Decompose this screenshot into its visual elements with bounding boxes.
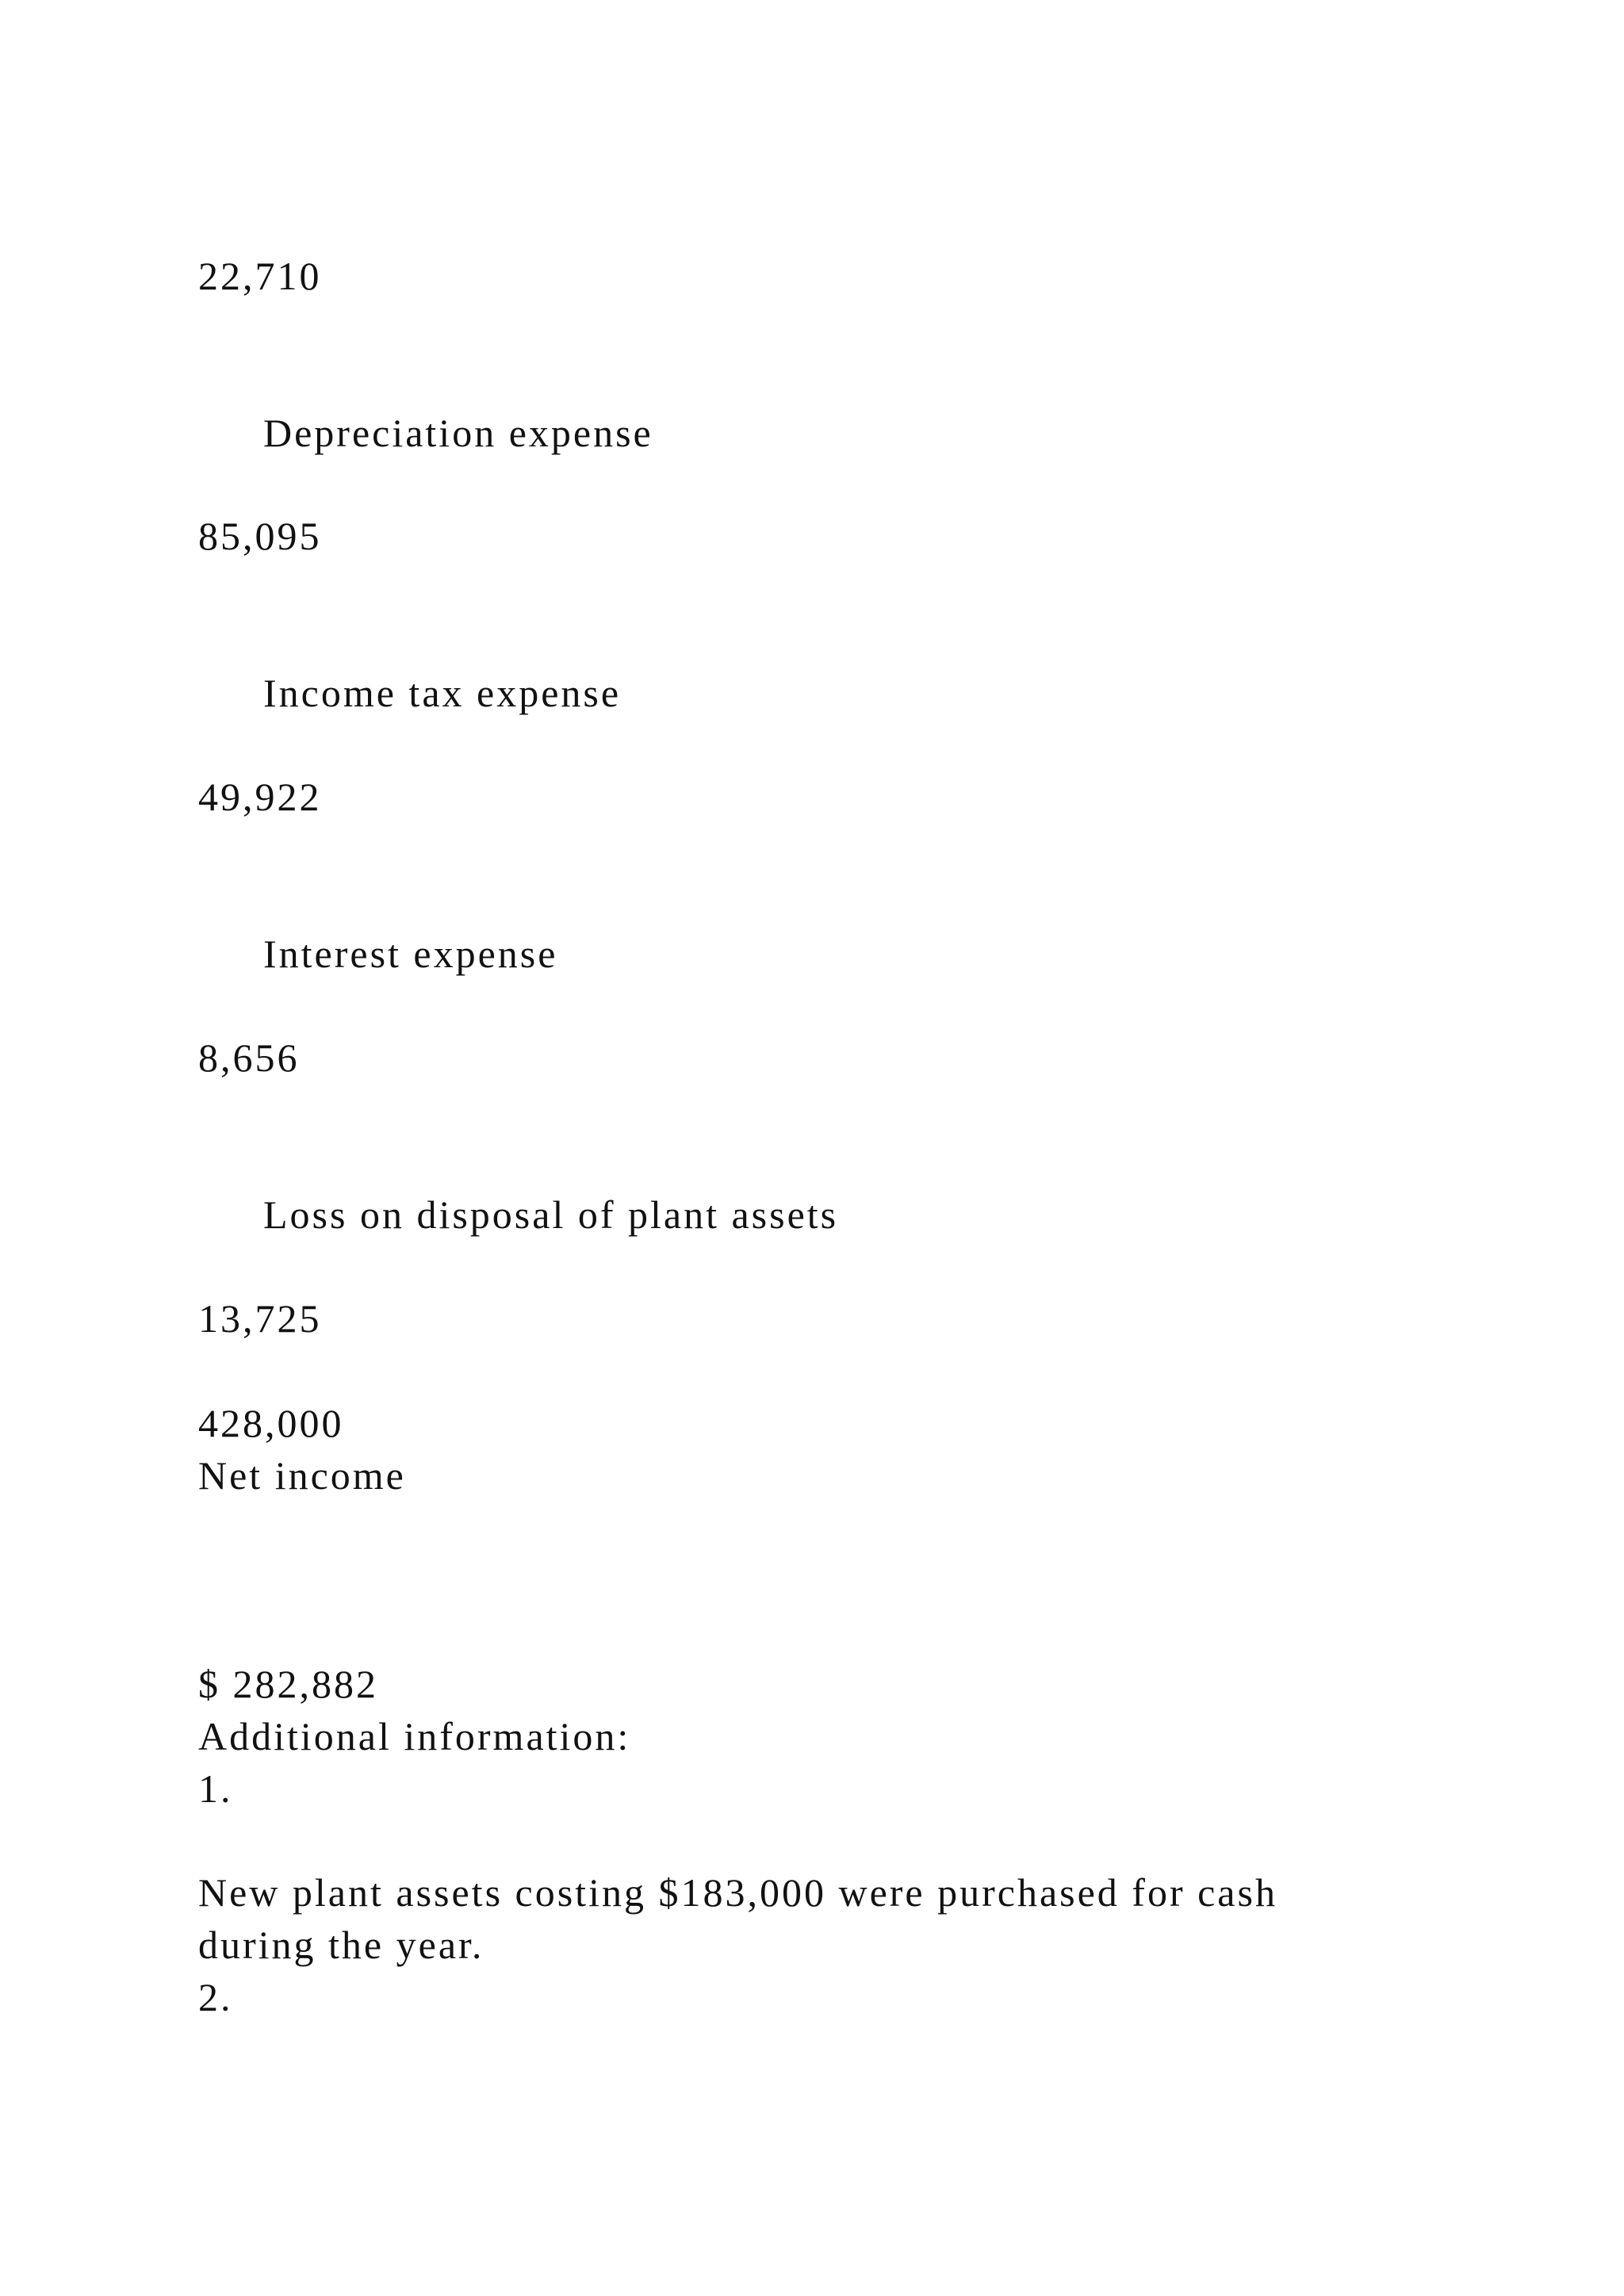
amount-49922: 49,922 bbox=[198, 775, 322, 819]
label-interest-expense: Interest expense bbox=[263, 932, 558, 976]
amount-net-income: $ 282,882 bbox=[198, 1662, 378, 1706]
amount-8656: 8,656 bbox=[198, 1035, 300, 1080]
amount-total-expenses: 428,000 bbox=[198, 1401, 344, 1445]
item-number-1: 1. bbox=[198, 1766, 233, 1811]
amount-22710: 22,710 bbox=[198, 254, 322, 298]
label-loss-on-disposal: Loss on disposal of plant assets bbox=[263, 1192, 839, 1237]
amount-85095: 85,095 bbox=[198, 514, 322, 558]
amount-13725: 13,725 bbox=[198, 1296, 322, 1341]
item-1-text-line-1: New plant assets costing $183,000 were purchased for cash bbox=[198, 1870, 1277, 1915]
item-1-text-line-2: during the year. bbox=[198, 1923, 485, 1967]
heading-additional-information: Additional information: bbox=[198, 1714, 631, 1758]
label-net-income: Net income bbox=[198, 1453, 406, 1498]
item-number-2: 2. bbox=[198, 1975, 233, 2019]
label-income-tax-expense: Income tax expense bbox=[263, 671, 622, 715]
label-depreciation-expense: Depreciation expense bbox=[263, 411, 653, 455]
